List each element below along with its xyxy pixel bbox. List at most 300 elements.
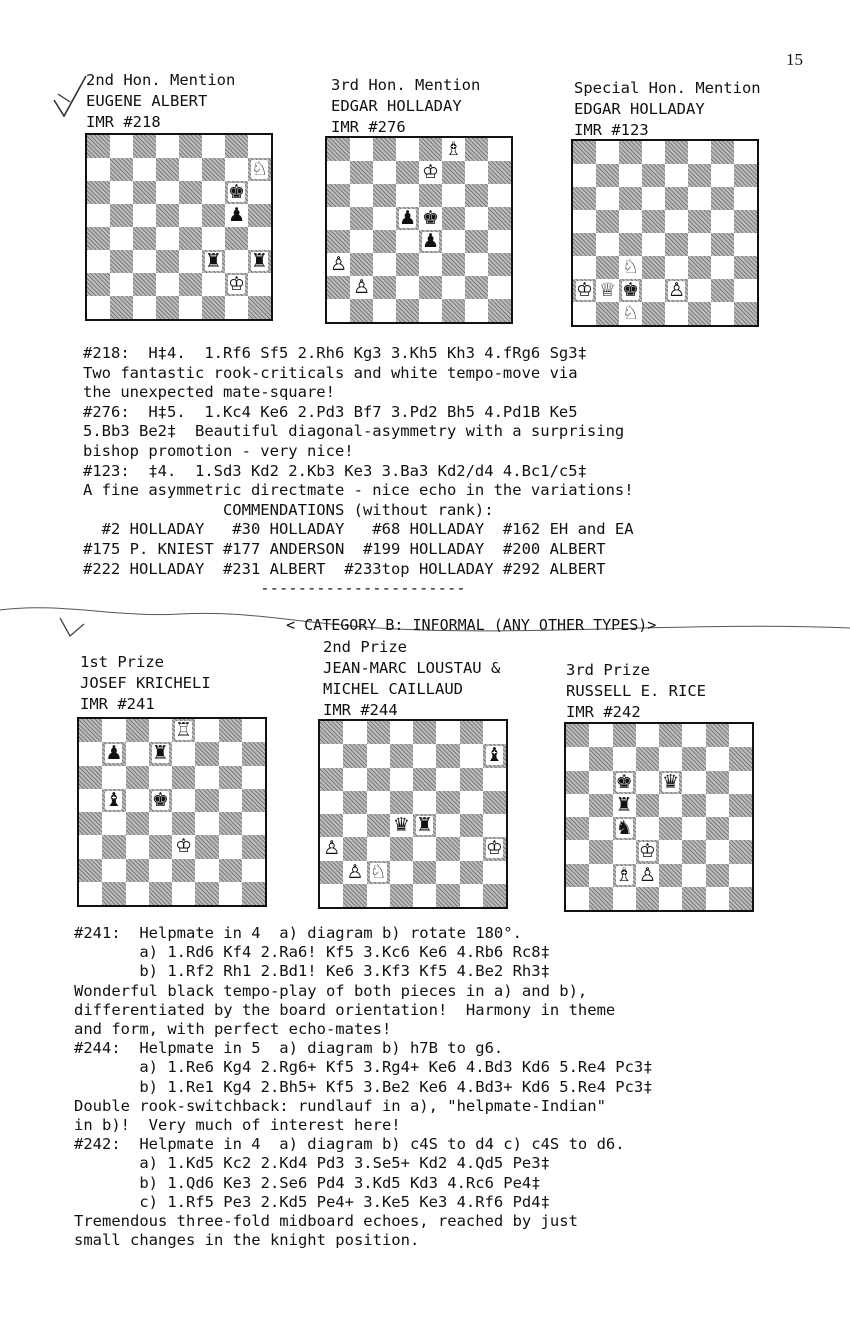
square-c6 <box>367 768 390 791</box>
square-a7 <box>327 161 350 184</box>
category_b-text-line: a) 1.Kd5 Kc2 2.Kd4 Pd3 3.Se5+ Kd2 4.Qd5 Pe3‡ <box>74 1154 550 1173</box>
category_b-text-line: Wonderful black tempo-play of both pieces in a) and b), <box>74 981 588 1000</box>
square-e8 <box>413 721 436 744</box>
square-h3 <box>488 253 511 276</box>
b-chess-diagram-3 <box>564 722 754 912</box>
square-b1 <box>102 882 125 905</box>
square-f8 <box>436 721 459 744</box>
square-g1 <box>711 302 734 325</box>
square-f8 <box>688 141 711 164</box>
square-g5 <box>711 210 734 233</box>
square-g7 <box>706 747 729 770</box>
square-b1 <box>110 296 133 319</box>
award-line: 2nd Prize <box>323 638 407 656</box>
chess-piece-h3: ♜ <box>250 250 269 272</box>
square-g6 <box>225 181 248 204</box>
square-d3 <box>636 840 659 863</box>
square-b8 <box>350 138 373 161</box>
square-e3 <box>179 250 202 273</box>
square-f1 <box>195 882 218 905</box>
chess-piece-b2: ♕ <box>598 279 617 301</box>
a-chess-diagram-2 <box>325 136 513 324</box>
category_b-text-line: #242: Helpmate in 4 a) diagram b) c4S to d4 c) c4S to d6. <box>74 1135 625 1154</box>
square-c1 <box>126 882 149 905</box>
square-f2 <box>436 861 459 884</box>
category_a-text-line: Two fantastic rook-criticals and white tempo-move via <box>83 363 578 382</box>
square-b8 <box>596 141 619 164</box>
square-f2 <box>688 279 711 302</box>
square-e7 <box>413 744 436 767</box>
category_a-text-line: the unexpected mate-square! <box>83 383 335 402</box>
square-f3 <box>202 250 225 273</box>
square-e4 <box>413 814 436 837</box>
square-a5 <box>79 789 102 812</box>
square-g6 <box>706 771 729 794</box>
square-a2 <box>320 861 343 884</box>
square-a6 <box>327 184 350 207</box>
chess-piece-a3: ♙ <box>329 253 348 275</box>
square-a6 <box>320 768 343 791</box>
square-c6 <box>373 184 396 207</box>
category_a-text-line: #2 HOLLADAY #30 HOLLADAY #68 HOLLADAY #162 EH and EA <box>83 520 634 539</box>
square-e6 <box>419 184 442 207</box>
b-chess-diagram-1 <box>77 717 267 907</box>
square-h7 <box>734 164 757 187</box>
square-h1 <box>248 296 271 319</box>
square-d1 <box>396 299 419 322</box>
square-b1 <box>596 302 619 325</box>
square-b7 <box>350 161 373 184</box>
square-h8 <box>488 138 511 161</box>
square-g8 <box>465 138 488 161</box>
square-f3 <box>195 835 218 858</box>
award-line: 2nd Hon. Mention <box>86 71 236 89</box>
square-e3 <box>413 837 436 860</box>
square-b8 <box>589 724 612 747</box>
square-b5 <box>102 789 125 812</box>
square-e8 <box>179 135 202 158</box>
square-c2 <box>133 273 156 296</box>
square-a1 <box>87 296 110 319</box>
square-g3 <box>219 835 242 858</box>
square-e7 <box>659 747 682 770</box>
square-f1 <box>442 299 465 322</box>
square-e6 <box>172 766 195 789</box>
category_b-text-line: differentiated by the board orientation! Harmony in theme <box>74 1000 616 1019</box>
square-h1 <box>488 299 511 322</box>
square-h8 <box>734 141 757 164</box>
category_b-text-line: b) 1.Rf2 Rh1 2.Bd1! Ke6 3.Kf3 Kf5 4.Be2 Rh3‡ <box>74 962 550 981</box>
square-e2 <box>659 864 682 887</box>
square-d1 <box>149 882 172 905</box>
square-g8 <box>711 141 734 164</box>
square-f7 <box>436 744 459 767</box>
chess-piece-f3: ♜ <box>204 250 223 272</box>
square-a2 <box>327 276 350 299</box>
square-g8 <box>460 721 483 744</box>
square-b2 <box>350 276 373 299</box>
square-b7 <box>589 747 612 770</box>
square-g4 <box>465 230 488 253</box>
square-e7 <box>419 161 442 184</box>
square-e1 <box>179 296 202 319</box>
square-g1 <box>225 296 248 319</box>
square-e3 <box>659 840 682 863</box>
square-b7 <box>343 744 366 767</box>
square-c8 <box>613 724 636 747</box>
chess-piece-d2: ♙ <box>638 863 656 886</box>
square-f4 <box>688 233 711 256</box>
square-c1 <box>613 887 636 910</box>
author-2-line: MICHEL CAILLAUD <box>323 680 463 698</box>
chess-piece-c2: ♗ <box>615 863 633 886</box>
chess-piece-c6: ♚ <box>615 770 633 793</box>
square-c4 <box>373 230 396 253</box>
square-c7 <box>613 747 636 770</box>
square-f2 <box>442 276 465 299</box>
square-b1 <box>343 884 366 907</box>
square-d8 <box>149 719 172 742</box>
category_a-text-line: #123: ‡4. 1.Sd3 Kd2 2.Kb3 Ke3 3.Ba3 Kd2/d4 4.Bc1/c5‡ <box>83 461 587 480</box>
square-c7 <box>367 744 390 767</box>
chess-piece-g5: ♟ <box>227 204 246 226</box>
square-a8 <box>87 135 110 158</box>
square-a7 <box>320 744 343 767</box>
square-h5 <box>248 204 271 227</box>
square-f1 <box>202 296 225 319</box>
square-g8 <box>706 724 729 747</box>
square-d3 <box>396 253 419 276</box>
square-c2 <box>613 864 636 887</box>
chess-piece-c2: ♚ <box>621 279 640 301</box>
handwritten-check-mark <box>50 72 90 122</box>
square-g2 <box>465 276 488 299</box>
chess-piece-d4: ♛ <box>392 814 410 837</box>
square-h1 <box>483 884 506 907</box>
square-a3 <box>87 250 110 273</box>
square-d3 <box>149 835 172 858</box>
square-c8 <box>126 719 149 742</box>
square-g5 <box>706 794 729 817</box>
square-d8 <box>156 135 179 158</box>
square-g7 <box>460 744 483 767</box>
category_a-text-line: A fine asymmetric directmate - nice echo in the variations! <box>83 481 634 500</box>
square-f4 <box>195 812 218 835</box>
square-f1 <box>688 302 711 325</box>
square-c8 <box>373 138 396 161</box>
category_a-text-line: bishop promotion - very nice! <box>83 441 354 460</box>
square-c4 <box>619 233 642 256</box>
square-e5 <box>172 789 195 812</box>
square-g4 <box>711 233 734 256</box>
square-a6 <box>573 187 596 210</box>
chess-piece-h7: ♝ <box>485 744 503 767</box>
square-h6 <box>248 181 271 204</box>
category_b-text-line: small changes in the knight position. <box>74 1231 420 1250</box>
square-b8 <box>110 135 133 158</box>
square-h7 <box>488 161 511 184</box>
square-h7 <box>248 158 271 181</box>
category_b-text-line: a) 1.Re6 Kg4 2.Rg6+ Kf5 3.Rg4+ Ke6 4.Bd3 Kd6 5.Re4 Pc3‡ <box>74 1058 653 1077</box>
square-b6 <box>110 181 133 204</box>
square-a8 <box>79 719 102 742</box>
square-e1 <box>659 887 682 910</box>
square-h5 <box>483 791 506 814</box>
chess-piece-d5: ♟ <box>398 207 417 229</box>
a-caption-3 <box>574 78 761 141</box>
b-caption-2 <box>323 637 500 721</box>
square-g7 <box>219 742 242 765</box>
square-h1 <box>734 302 757 325</box>
square-h4 <box>248 227 271 250</box>
square-d4 <box>149 812 172 835</box>
square-c7 <box>133 158 156 181</box>
square-c2 <box>367 861 390 884</box>
square-d2 <box>636 864 659 887</box>
square-h5 <box>729 794 752 817</box>
square-a3 <box>79 835 102 858</box>
chess-piece-g2: ♔ <box>227 273 246 295</box>
square-d3 <box>156 250 179 273</box>
square-e1 <box>172 882 195 905</box>
chess-piece-h7: ♘ <box>250 158 269 180</box>
square-f5 <box>682 794 705 817</box>
award-line: 3rd Hon. Mention <box>331 76 481 94</box>
square-a4 <box>573 233 596 256</box>
a-caption-2 <box>331 75 480 138</box>
square-b6 <box>102 766 125 789</box>
square-c4 <box>126 812 149 835</box>
square-f2 <box>195 859 218 882</box>
square-f5 <box>688 210 711 233</box>
square-b3 <box>343 837 366 860</box>
category_b-text-line: a) 1.Rd6 Kf4 2.Ra6! Kf5 3.Kc6 Ke6 4.Rb6 Rc8‡ <box>74 943 550 962</box>
square-h6 <box>488 184 511 207</box>
category-b-heading-text: CATEGORY B: INFORMAL (ANY OTHER TYPES) <box>304 616 648 634</box>
square-a3 <box>320 837 343 860</box>
square-b5 <box>110 204 133 227</box>
square-h1 <box>242 882 265 905</box>
square-b4 <box>596 233 619 256</box>
author-line: EUGENE ALBERT <box>86 92 208 110</box>
square-h5 <box>242 789 265 812</box>
square-b5 <box>350 207 373 230</box>
chess-piece-h3: ♔ <box>485 837 503 860</box>
chess-piece-e3: ♔ <box>175 835 193 858</box>
square-d4 <box>642 233 665 256</box>
square-b2 <box>102 859 125 882</box>
chess-piece-a3: ♙ <box>323 837 341 860</box>
square-c5 <box>619 210 642 233</box>
square-e5 <box>413 791 436 814</box>
square-f6 <box>202 181 225 204</box>
square-d2 <box>642 279 665 302</box>
square-b4 <box>102 812 125 835</box>
square-d7 <box>642 164 665 187</box>
square-a1 <box>327 299 350 322</box>
square-f7 <box>442 161 465 184</box>
square-e4 <box>419 230 442 253</box>
square-b3 <box>589 840 612 863</box>
square-g1 <box>465 299 488 322</box>
square-f5 <box>442 207 465 230</box>
angle-right-mark: > <box>647 616 657 634</box>
square-c3 <box>613 840 636 863</box>
square-b5 <box>596 210 619 233</box>
square-f3 <box>682 840 705 863</box>
source-line: IMR #244 <box>323 701 398 719</box>
square-d7 <box>390 744 413 767</box>
source-line: IMR #123 <box>574 121 649 139</box>
square-h7 <box>729 747 752 770</box>
square-g8 <box>219 719 242 742</box>
square-h4 <box>729 817 752 840</box>
square-d4 <box>156 227 179 250</box>
square-f2 <box>202 273 225 296</box>
square-b1 <box>350 299 373 322</box>
square-e2 <box>665 279 688 302</box>
square-f5 <box>202 204 225 227</box>
chess-piece-b2: ♙ <box>352 276 371 298</box>
square-h4 <box>734 233 757 256</box>
b-chess-diagram-2 <box>318 719 508 909</box>
chess-piece-b7: ♟ <box>105 742 123 765</box>
chess-piece-f8: ♗ <box>444 138 463 160</box>
category-b-heading <box>268 598 656 634</box>
a-chess-diagram-3 <box>571 139 759 327</box>
square-h6 <box>729 771 752 794</box>
square-c2 <box>373 276 396 299</box>
square-c8 <box>133 135 156 158</box>
square-a4 <box>566 817 589 840</box>
square-c1 <box>367 884 390 907</box>
category_b-text-line: b) 1.Qd6 Ke3 2.Se6 Pd4 3.Kd5 Kd3 4.Rc6 Pe4‡ <box>74 1173 541 1192</box>
square-e3 <box>665 256 688 279</box>
square-a4 <box>320 814 343 837</box>
square-c1 <box>133 296 156 319</box>
square-b3 <box>350 253 373 276</box>
square-h4 <box>488 230 511 253</box>
square-a3 <box>566 840 589 863</box>
square-f7 <box>688 164 711 187</box>
square-h6 <box>483 768 506 791</box>
square-e6 <box>179 181 202 204</box>
square-e4 <box>179 227 202 250</box>
square-a6 <box>87 181 110 204</box>
square-c7 <box>619 164 642 187</box>
square-e7 <box>665 164 688 187</box>
square-d5 <box>396 207 419 230</box>
square-c3 <box>619 256 642 279</box>
square-d6 <box>636 771 659 794</box>
category_b-text-line: Double rook-switchback: rundlauf in a), "helpmate-Indian" <box>74 1096 606 1115</box>
chess-piece-g6: ♚ <box>227 181 246 203</box>
angle-left-mark: < <box>286 616 305 634</box>
square-a1 <box>573 302 596 325</box>
category_a-text-line: ---------------------- <box>83 579 466 598</box>
square-a7 <box>566 747 589 770</box>
chess-piece-e2: ♙ <box>667 279 686 301</box>
square-g1 <box>460 884 483 907</box>
square-e3 <box>172 835 195 858</box>
square-c8 <box>619 141 642 164</box>
square-e6 <box>665 187 688 210</box>
square-h2 <box>729 864 752 887</box>
square-f3 <box>436 837 459 860</box>
chess-piece-c5: ♜ <box>615 793 633 816</box>
square-e8 <box>659 724 682 747</box>
square-h8 <box>483 721 506 744</box>
square-d2 <box>396 276 419 299</box>
square-g2 <box>711 279 734 302</box>
square-f6 <box>682 771 705 794</box>
square-c4 <box>613 817 636 840</box>
square-g5 <box>460 791 483 814</box>
square-d2 <box>390 861 413 884</box>
chess-piece-e4: ♟ <box>421 230 440 252</box>
square-g5 <box>225 204 248 227</box>
square-c4 <box>367 814 390 837</box>
chess-piece-c4: ♞ <box>615 817 633 840</box>
square-b8 <box>343 721 366 744</box>
square-f8 <box>202 135 225 158</box>
chess-piece-d5: ♚ <box>151 788 169 811</box>
square-c3 <box>373 253 396 276</box>
square-a6 <box>79 766 102 789</box>
square-b2 <box>589 864 612 887</box>
category-b-solutions <box>74 924 653 1250</box>
square-c6 <box>126 766 149 789</box>
square-b2 <box>343 861 366 884</box>
square-f4 <box>682 817 705 840</box>
square-a1 <box>79 882 102 905</box>
square-h7 <box>242 742 265 765</box>
square-f6 <box>688 187 711 210</box>
square-a7 <box>573 164 596 187</box>
category_a-text-line: 5.Bb3 Be2‡ Beautiful diagonal-asymmetry with a surprising <box>83 422 625 441</box>
square-f4 <box>436 814 459 837</box>
square-f8 <box>442 138 465 161</box>
square-h2 <box>483 861 506 884</box>
chess-piece-e5: ♚ <box>421 207 440 229</box>
square-c6 <box>613 771 636 794</box>
square-d1 <box>156 296 179 319</box>
square-b8 <box>102 719 125 742</box>
source-line: IMR #218 <box>86 113 161 131</box>
square-g2 <box>706 864 729 887</box>
square-g3 <box>706 840 729 863</box>
square-h6 <box>734 187 757 210</box>
square-g4 <box>460 814 483 837</box>
square-g7 <box>465 161 488 184</box>
category_b-text-line: b) 1.Re1 Kg4 2.Bh5+ Kf5 3.Be2 Ke6 4.Bd3+ Kd6 5.Re4 Pc3‡ <box>74 1077 653 1096</box>
square-e6 <box>659 771 682 794</box>
square-d8 <box>642 141 665 164</box>
square-a4 <box>327 230 350 253</box>
square-h5 <box>488 207 511 230</box>
square-h4 <box>483 814 506 837</box>
chess-piece-c2: ♘ <box>369 860 387 883</box>
chess-piece-b5: ♝ <box>105 788 123 811</box>
square-a5 <box>87 204 110 227</box>
square-a7 <box>87 158 110 181</box>
square-c1 <box>619 302 642 325</box>
chess-piece-e6: ♛ <box>662 770 680 793</box>
square-g2 <box>219 859 242 882</box>
category_a-text-line: #218: H‡4. 1.Rf6 Sf5 2.Rh6 Kg3 3.Kh5 Kh3 4.fRg6 Sg3‡ <box>83 344 587 362</box>
square-f5 <box>436 791 459 814</box>
square-a6 <box>566 771 589 794</box>
